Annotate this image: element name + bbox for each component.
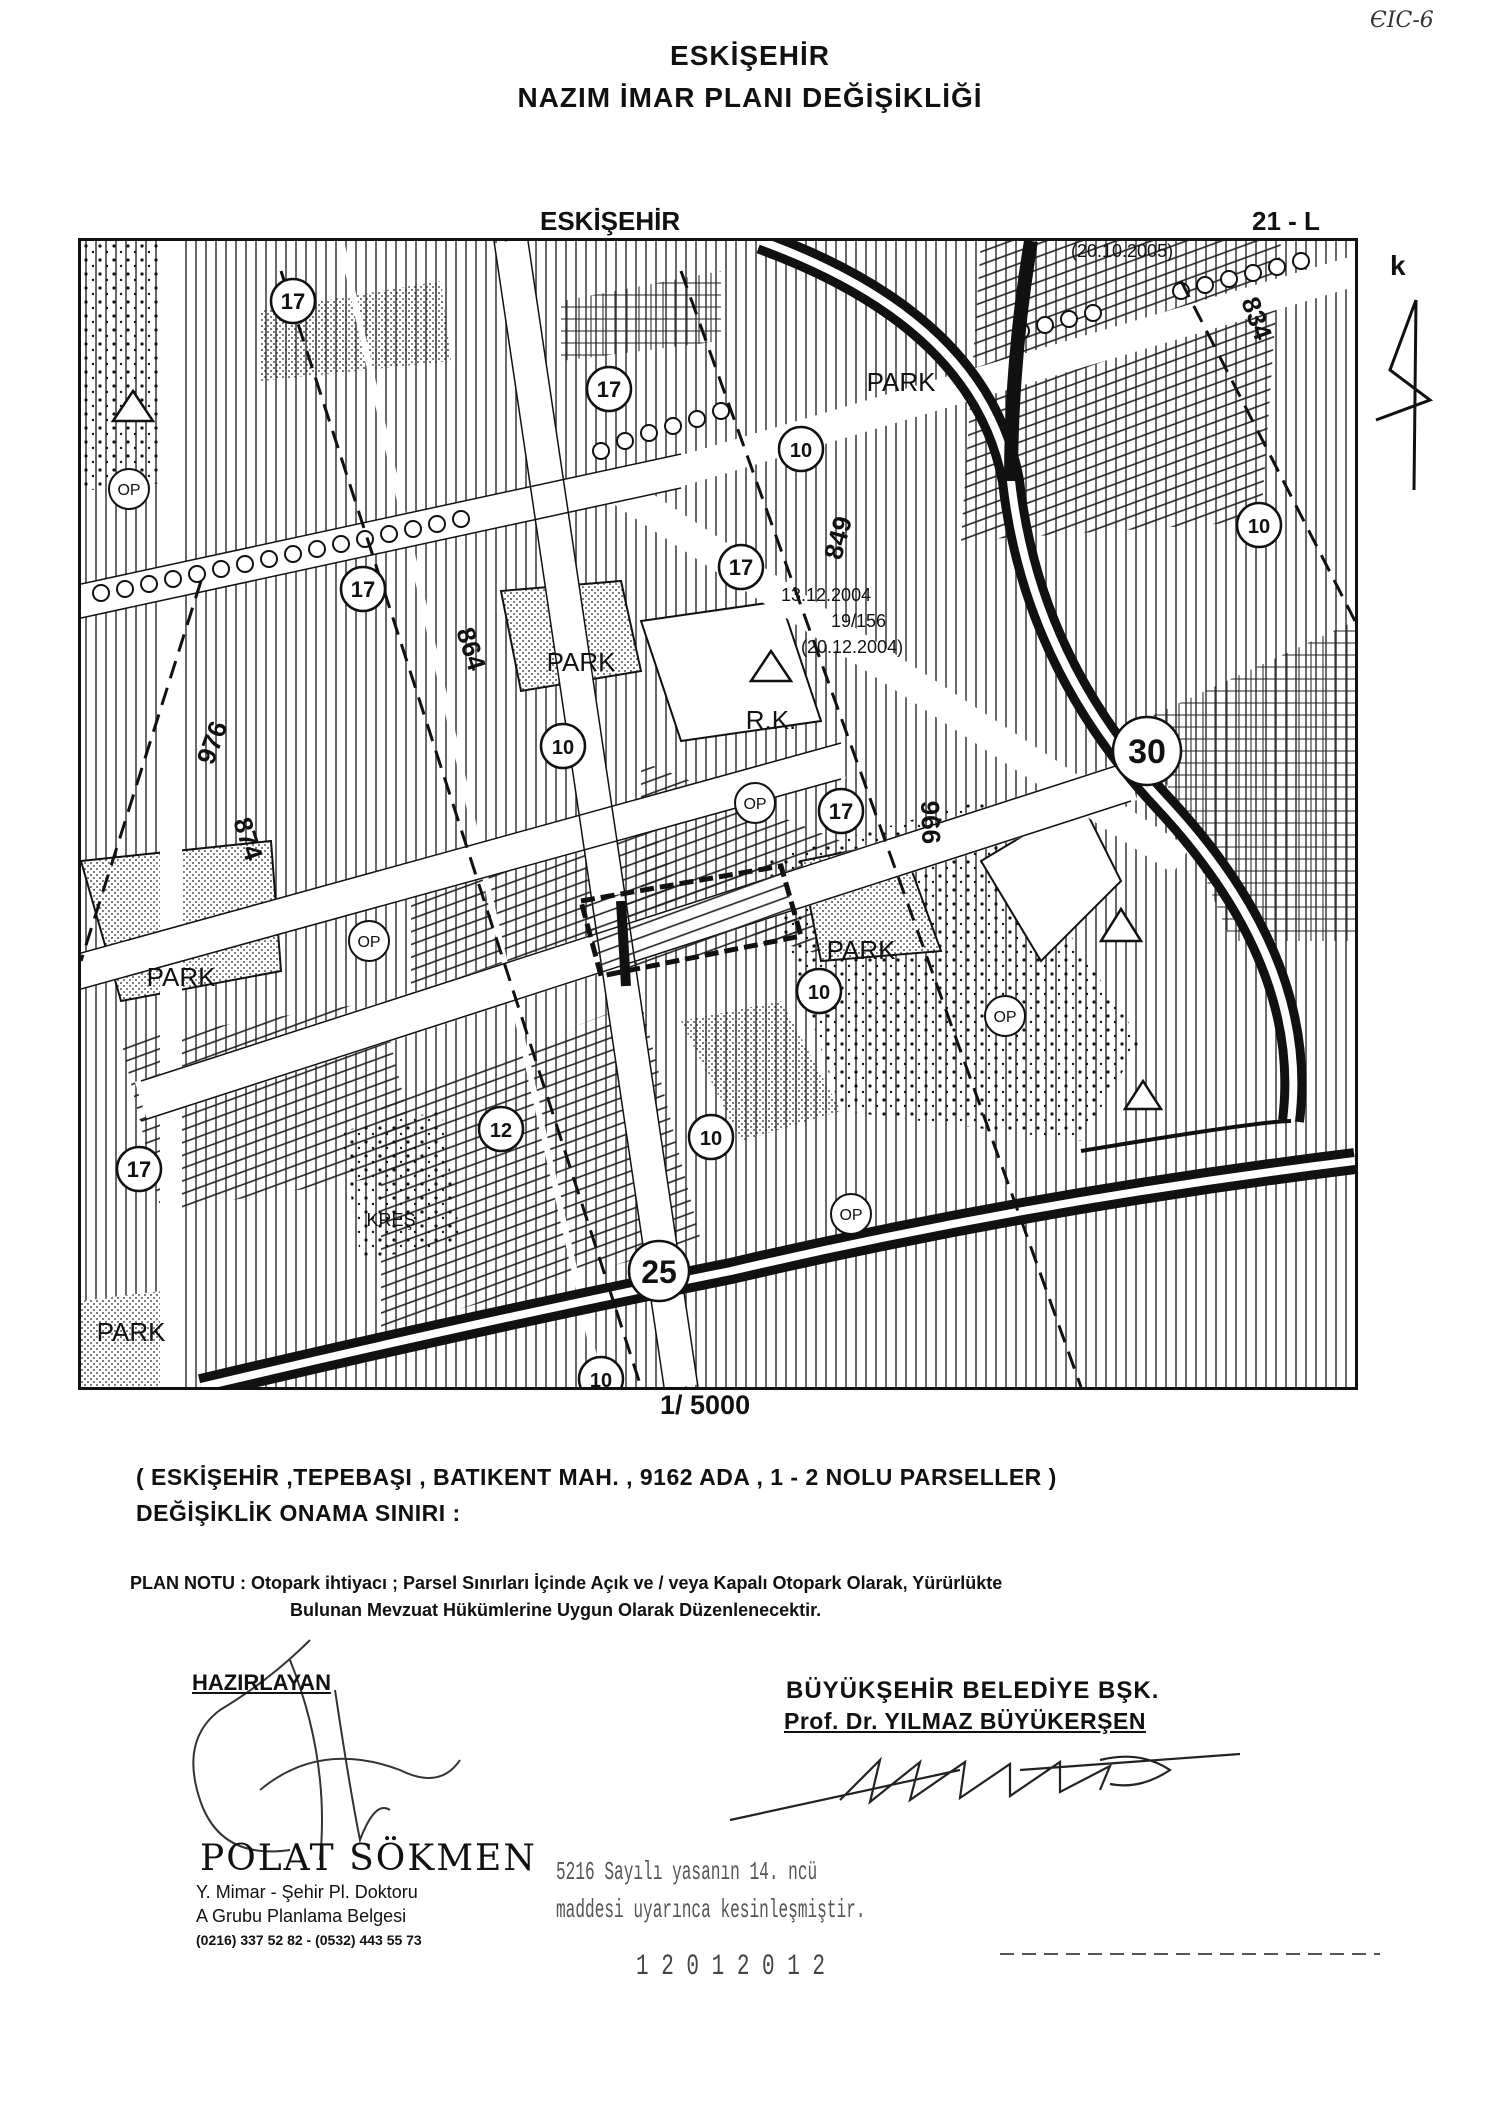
- road-width-label: 17: [728, 555, 754, 580]
- partial-date: (20.10.2005): [1071, 241, 1174, 261]
- op-label: OP: [357, 934, 381, 951]
- corner-handwritten-note: ЄIC-6: [1370, 8, 1434, 33]
- parcel-description: ( ESKİŞEHİR ,TEPEBAŞI , BATIKENT MAH. , 9162 ADA , 1 - 2 NOLU PARSELLER ): [136, 1464, 1057, 1490]
- zoning-plan-map: [78, 238, 1358, 1390]
- city-title: ESKİŞEHİR: [670, 40, 830, 71]
- preparer-phone: (0216) 337 52 82 - (0532) 443 55 73: [196, 1932, 422, 1948]
- road-width-label: 10: [807, 982, 831, 1004]
- plan-number: 976: [190, 717, 234, 769]
- road-width-label: 25: [641, 1254, 677, 1290]
- road-width-label: 17: [596, 377, 622, 402]
- road-width-label: 10: [699, 1128, 723, 1150]
- op-label: OP: [839, 1207, 863, 1224]
- decision-date: 13.12.2004: [781, 585, 872, 605]
- law-stamp-date: 1 2 0 1 2 0 1 2: [636, 1950, 826, 1984]
- preparer-title: Y. Mimar - Şehir Pl. Doktoru: [196, 1882, 418, 1902]
- road-width-label: 17: [280, 289, 306, 314]
- decision-approval-date: (20.12.2004): [801, 637, 904, 657]
- rk-label: R.K.: [745, 705, 797, 735]
- decision-number: 19/156: [831, 611, 887, 631]
- map-drawing: [81, 241, 1355, 1387]
- plan-note-line1: PLAN NOTU : Otopark ihtiyacı ; Parsel Sınırları İçinde Açık ve / veya Kapalı Otopark Olarak, Yürürlükte: [130, 1573, 1003, 1593]
- map-sheet-code: 21 - L: [1252, 206, 1320, 236]
- north-arrow-icon: [1370, 250, 1440, 500]
- road-width-label: 30: [1128, 733, 1166, 771]
- op-label: OP: [117, 482, 141, 499]
- road-width-label: 17: [350, 577, 376, 602]
- kres-label: KREŞ: [366, 1210, 416, 1230]
- plan-number: 864: [450, 623, 493, 675]
- change-boundary-label: DEĞİŞİKLİK ONAMA SINIRI :: [136, 1500, 461, 1526]
- law-stamp-line2: maddesi uyarınca kesinleşmiştir.: [556, 1895, 866, 1925]
- map-sheet-name: ESKİŞEHİR: [540, 206, 681, 236]
- preparer-certificate: A Grubu Planlama Belgesi: [196, 1906, 407, 1926]
- road-width-label: 12: [489, 1120, 513, 1142]
- plan-number: 966: [915, 800, 947, 845]
- plan-number: 834: [1235, 292, 1279, 344]
- road-width-label: 17: [126, 1157, 152, 1182]
- preparer-name: POLAT SÖKMEN: [200, 1838, 537, 1879]
- park-label: PARK: [146, 962, 216, 992]
- park-label: PARK: [866, 367, 936, 397]
- plan-number: 849: [817, 512, 859, 563]
- op-label: OP: [743, 796, 767, 813]
- mayor-title: BÜYÜKŞEHİR BELEDİYE BŞK.: [786, 1677, 1160, 1704]
- plan-title: NAZIM İMAR PLANI DEĞİŞİKLİĞİ: [517, 82, 983, 113]
- road-width-label: 10: [1247, 516, 1271, 538]
- mayor-name: Prof. Dr. YILMAZ BÜYÜKERŞEN: [784, 1708, 1146, 1734]
- road-width-label: 10: [589, 1370, 613, 1387]
- map-scale: 1/ 5000: [660, 1390, 751, 1420]
- park-label: PARK: [96, 1317, 166, 1347]
- op-label: OP: [993, 1009, 1017, 1026]
- mayor-signature: [720, 1740, 1240, 1830]
- prepared-by-label: HAZIRLAYAN: [192, 1670, 331, 1695]
- road-width-label: 10: [789, 440, 813, 462]
- road-width-label: 10: [551, 737, 575, 759]
- north-arrow-label: k: [1390, 250, 1406, 281]
- plan-number: 874: [227, 813, 270, 865]
- park-label: PARK: [826, 935, 896, 965]
- signature-line: [1000, 1950, 1420, 1960]
- road-width-label: 17: [828, 799, 854, 824]
- law-stamp-line1: 5216 Sayılı yasanın 14. ncü: [556, 1857, 818, 1887]
- park-label: PARK: [546, 647, 616, 677]
- plan-note-line2: Bulunan Mevzuat Hükümlerine Uygun Olarak Düzenlenecektir.: [290, 1600, 822, 1620]
